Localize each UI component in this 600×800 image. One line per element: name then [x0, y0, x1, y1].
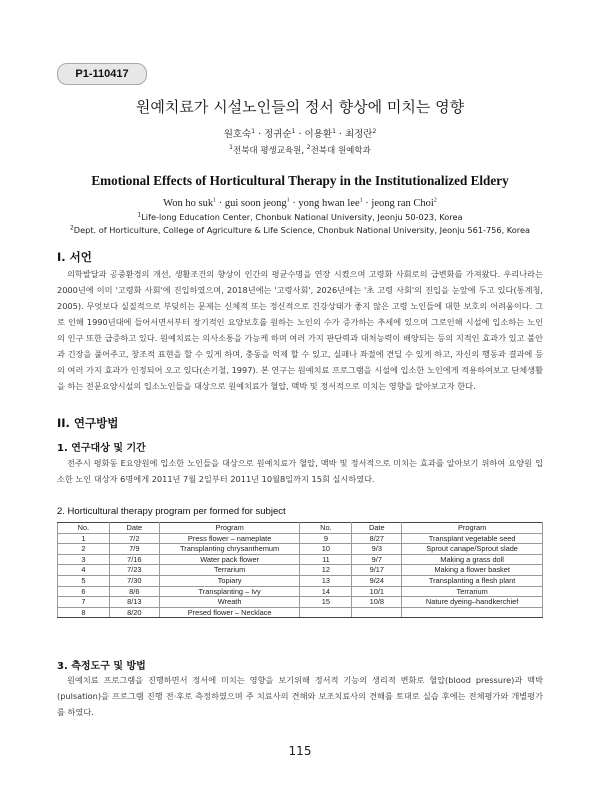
author-name: 원호숙 — [223, 129, 252, 140]
table-cell: 9/3 — [352, 544, 402, 555]
author-name: jeong ran Choi — [371, 198, 434, 209]
author-affil-mark: 2 — [433, 197, 437, 204]
affil-mark: 1 — [229, 144, 233, 152]
korean-affiliations — [0, 144, 600, 156]
column-header: Date — [109, 523, 159, 534]
table-cell: 9/7 — [352, 554, 402, 565]
table-cell: Terrarium — [402, 586, 543, 597]
table-cell: 8/20 — [109, 607, 159, 618]
table-row — [58, 544, 543, 555]
table-cell — [300, 607, 352, 618]
author-name: yong hwan lee — [298, 198, 360, 209]
subjects-text: 전주시 평화동 E요양원에 입소한 노인들을 대상으로 원예치료가 혈압, 맥박 및 정서적으로 미치는 효과를 알아보기 위하여 요양원 입소한 노인 대상자 6명에게 2011년 7월 2일부터 2011년 10월8일까지 15회 실시하였다. — [57, 458, 543, 484]
author-affil-mark: 1 — [291, 127, 296, 135]
author-affil-mark: 1 — [251, 127, 256, 135]
author-separator: · — [295, 129, 305, 140]
table-cell: Transplanting a flesh plant — [402, 575, 543, 586]
column-header: Program — [159, 523, 300, 534]
table-cell: 9/17 — [352, 565, 402, 576]
table-cell: 10/1 — [352, 586, 402, 597]
table-cell: 8/27 — [352, 533, 402, 544]
table-row — [58, 597, 543, 608]
author-name: 이용환 — [304, 129, 333, 140]
english-affiliation-2 — [0, 225, 600, 235]
section-heading-methods: II. 연구방법 — [57, 416, 119, 430]
table-cell: Making a flower basket — [402, 565, 543, 576]
table-cell: 7/2 — [109, 533, 159, 544]
subjects-paragraph — [57, 455, 543, 487]
affil-mark: 2 — [69, 224, 74, 232]
table-row — [58, 607, 543, 618]
table-cell: Transplanting chrysanthemum — [159, 544, 300, 555]
table-title: 2. Horticultural therapy program per formed for subject — [57, 506, 286, 517]
author-affil-mark: 1 — [359, 197, 363, 204]
measurement-paragraph — [57, 672, 543, 720]
table-row — [58, 575, 543, 586]
author-separator: · — [216, 198, 225, 209]
table-row — [58, 533, 543, 544]
table-cell: 8 — [58, 607, 110, 618]
subsection-heading-measurement: 3. 측정도구 및 방법 — [57, 661, 146, 672]
column-header: No. — [58, 523, 110, 534]
measurement-text: 원예치료 프로그램을 진행하면서 정서에 미치는 영향을 보기위해 정서적 기능의 생리적 변화로 혈압(blood pressure)과 맥박(pulsation)을 프로그램 진행 전·후로 측정하였으며 주 치료사의 견해와 보조치료사의 견해를 토대로 실습 후에는 전체평가와 개별평가를 하였다. — [57, 675, 543, 717]
table-cell: 10/8 — [352, 597, 402, 608]
author-name: Won ho suk — [163, 198, 214, 209]
author-affil-mark: 1 — [213, 197, 217, 204]
author-separator: · — [362, 198, 372, 209]
table-cell: 7/16 — [109, 554, 159, 565]
table-cell: 11 — [300, 554, 352, 565]
table-row — [58, 565, 543, 576]
table-cell: 2 — [58, 544, 110, 555]
author-affil-mark: 1 — [286, 197, 290, 204]
affiliation-text: Life-long Education Center, Chonbuk National University, Jeonju 50-023, Korea — [141, 212, 463, 222]
affiliation-text: 전북대 원예학과 — [310, 146, 371, 156]
affil-mark: 1 — [137, 211, 142, 219]
author-name: 정귀순 — [264, 129, 292, 140]
table-header-row — [58, 523, 543, 534]
table-cell: Terrarium — [159, 565, 300, 576]
author-separator: · — [255, 129, 265, 140]
table-cell: Making a grass doll — [402, 554, 543, 565]
table-cell: Presed flower – Necklace — [159, 607, 300, 618]
table-cell: 5 — [58, 575, 110, 586]
author-name: 최정란 — [344, 129, 373, 140]
table-cell: 7/9 — [109, 544, 159, 555]
subsection-heading-subjects: 1. 연구대상 및 기간 — [57, 443, 146, 454]
table-cell: Transplant vegetable seed — [402, 533, 543, 544]
author-separator: · — [289, 198, 299, 209]
table-cell: Sprout canape/Sprout slade — [402, 544, 543, 555]
korean-authors — [0, 126, 600, 140]
paper-id-badge: P1-110417 — [57, 63, 147, 85]
table-cell: 10 — [300, 544, 352, 555]
table-cell: 7/30 — [109, 575, 159, 586]
column-header: Program — [402, 523, 543, 534]
intro-paragraph — [57, 266, 543, 394]
table-cell: 6 — [58, 586, 110, 597]
table-cell: Press flower – nameplate — [159, 533, 300, 544]
table-cell: 1 — [58, 533, 110, 544]
affiliation-text: Dept. of Horticulture, College of Agriculture & Life Science, Chonbuk National University, Jeonju 561-756, Korea — [73, 225, 531, 235]
table-cell: 8/6 — [109, 586, 159, 597]
table-cell: Nature dyeing–handkerchief — [402, 597, 543, 608]
table-row — [58, 586, 543, 597]
table-cell: 9 — [300, 533, 352, 544]
section-heading-intro: I. 서언 — [57, 250, 92, 264]
table-cell — [352, 607, 402, 618]
table-row — [58, 554, 543, 565]
author-name: gui soon jeong — [224, 198, 287, 209]
table-cell: 8/13 — [109, 597, 159, 608]
table-cell: Transplanting – Ivy — [159, 586, 300, 597]
table-cell: Wreath — [159, 597, 300, 608]
page-number: 115 — [288, 744, 312, 758]
table-cell: Water pack flower — [159, 554, 300, 565]
table-cell: Topiary — [159, 575, 300, 586]
table-cell: 14 — [300, 586, 352, 597]
table-cell: 7/23 — [109, 565, 159, 576]
english-authors — [0, 198, 600, 209]
affiliation-text: 전북대 평생교육원, — [233, 146, 307, 156]
program-table — [57, 522, 543, 618]
english-title: Emotional Effects of Horticultural Therapy in the Institutionalized Eldery — [91, 173, 509, 188]
author-affil-mark: 1 — [332, 127, 336, 135]
affil-mark: 2 — [306, 144, 311, 152]
table-cell: 3 — [58, 554, 110, 565]
table-cell: 4 — [58, 565, 110, 576]
author-affil-mark: 2 — [372, 127, 377, 135]
table-cell: 12 — [300, 565, 352, 576]
intro-text: 의학발달과 공중환경의 개선, 생활조건의 향상이 인간의 평균수명을 연장 시켰으며 고령화 사회로의 급변화를 가져왔다. 우리나라는 2000년에 이미 '고령화 사회'에 진입하였으며, 2018년에는 '고령사회', 2026년에는 '초 고령 사회'의 진입을 눈앞에 두고 있다(통계청, 2005). 무엇보다 실질적으로 부딪히는 문제는 신체적 또는 정신적으로 건강상태가 좋지 않은 고령 노인들에 대한 보호의 어려움이다. 그로 인해 1990년대에 들어서면서부터 장기적인 요양보호를 원하는 노인의 수가 증가하는 추세에 있으며 그로인해 시설에 입소하는 노인의 인구 또한 급증하고 있다. 원예치료는 의사소통을 가능케 하며 여러 가지 판단력과 대처능력이 배양되는 등의 지적인 효과가 있고 불안과 긴장을 풀어주고, 창조적 표현을 할 수 있게 하며, 충동을 억제 할 수 있고, 실패나 좌절에 견딜 수 있게 하고, 자신의 행동과 결과에 등의 여러 가지 효과가 인정되어 오고 있다(손기철, 1997). 본 연구는 원예치료 프로그램을 시설에 입소한 노인에게 적용하여보고 단체생활을 하는 전문요양시설의 입소노인들을 대상으로 원예치료가 혈압, 맥박 및 정서적으로 미치는 영향을 알아보고자 한다. — [57, 269, 543, 391]
author-separator: · — [335, 129, 345, 140]
table-cell: 9/24 — [352, 575, 402, 586]
table-cell — [402, 607, 543, 618]
column-header: No. — [300, 523, 352, 534]
table-cell: 13 — [300, 575, 352, 586]
column-header: Date — [352, 523, 402, 534]
table-cell: 7 — [58, 597, 110, 608]
english-affiliation-1 — [0, 212, 600, 222]
table-cell: 15 — [300, 597, 352, 608]
korean-title: 원예치료가 시설노인들의 정서 향상에 미치는 영향 — [135, 98, 465, 116]
